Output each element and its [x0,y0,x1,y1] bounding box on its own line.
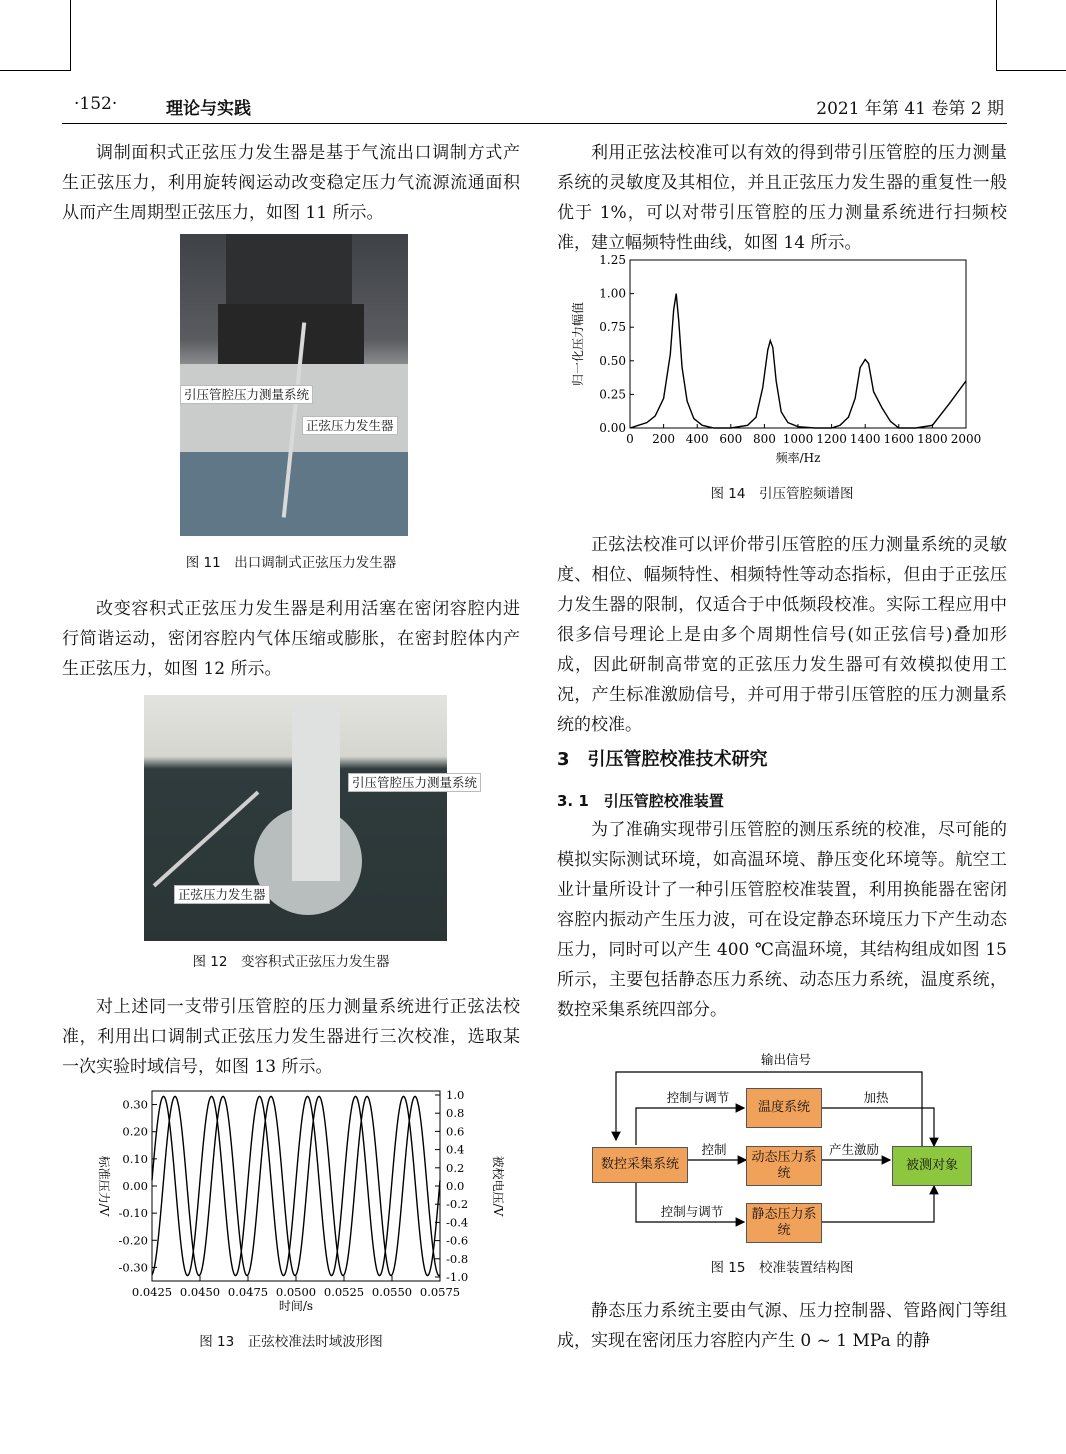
y2-tick-label: -0.2 [446,1197,469,1212]
page-number: ·152· [74,94,118,114]
static-to-object-arrow [822,1186,934,1222]
fig12-label-generator: 正弦压力发生器 [174,885,270,904]
y2-tick-label: 0.8 [446,1106,465,1121]
paragraph-right-2: 正弦法校准可以评价带引压管腔的压力测量系统的灵敏度、相位、幅频特性、相频特性等动态指标，但由于正弦压力发生器的限制，仅适合于中低频段校准。实际工程应用中很多信号理论上是由多个周期性信号(如正弦信号)叠加形成，因此研制高带宽的正弦压力发生器可有效模拟使用工况，产生标准激励信号，并可用于带引压管腔的压力测量系统的校准。 [557,535,1007,735]
x-tick-label: 0.0575 [419,1285,461,1299]
y-tick-label: 0.00 [122,1179,148,1193]
series-group [152,1096,440,1275]
x-tick-label: 0.0500 [275,1285,317,1299]
x-tick-label: 800 [752,432,776,446]
figure-12-photo [144,695,447,941]
y2-tick-label: 0.2 [446,1160,465,1175]
y-tick-label: 0.25 [599,387,626,402]
y-tick-label: -0.10 [118,1206,148,1221]
label-output-signal: 输出信号 [760,1052,812,1067]
x-tick-label: 200 [652,432,676,446]
label-ctrl-adj-top: 控制与调节 [666,1090,730,1105]
figure-13-chart [86,1086,506,1316]
x-tick-label: 0.0425 [131,1285,173,1299]
y2-tick-label: 0.4 [446,1142,465,1157]
y-tick-label: 0.50 [599,353,626,368]
y-tick-label: 0.20 [122,1124,148,1139]
cylinder [292,705,340,881]
y-tick-label: 0.10 [122,1151,148,1166]
y2-tick-label: -0.8 [446,1251,469,1266]
figure-13-caption: 图 13 正弦校准法时域波形图 [199,1334,383,1350]
y2-tick-label: 0.6 [446,1124,465,1139]
figure-11-caption: 图 11 出口调制式正弦压力发生器 [185,555,397,571]
y2-tick-label: -0.6 [446,1233,469,1248]
label-excite: 产生激励 [828,1142,880,1157]
y2-tick-label: -1.0 [446,1270,469,1284]
paragraph-right-4: 静态压力系统主要由气源、压力控制器、管路阀门等组成，实现在密闭压力容腔内产生 0 ~ 1 MPa 的静 [557,1301,1007,1351]
y-tick-label: 1.00 [599,286,626,301]
clamp-block [226,234,352,314]
y-tick-label: -0.30 [118,1260,148,1275]
y-axis-label: 标准压力/V [97,1155,111,1217]
x-tick-label: 600 [719,432,743,446]
paragraph-left-1: 调制面积式正弦压力发生器是基于气流出口调制方式产生正弦压力，利用旋转阀运动改变稳定压力气流源流通面积从而产生周期型正弦压力，如图 11 所示。 [62,143,520,223]
section-3-1-heading: 3. 1 引压管腔校准装置 [557,792,724,810]
block-test-object: 被测对象 [892,1146,972,1186]
y2-tick-label: 0.0 [446,1179,465,1193]
y-axis-label: 归一化压力幅值 [571,301,585,387]
y2-axis-label: 被校电压/V [491,1155,505,1217]
x-tick-label: 0.0450 [179,1285,221,1299]
x-tick-label: 1600 [883,432,915,446]
x-tick-label: 1000 [782,432,814,446]
figure-14-chart [566,252,996,468]
figure-12-caption: 图 12 变容积式正弦压力发生器 [192,954,390,970]
figure-15-caption: 图 15 校准装置结构图 [710,1260,854,1276]
y-tick-label: 0.75 [599,320,626,335]
series-group [630,294,966,428]
axis-ticks [599,253,981,446]
crop-mark-top-left [0,0,71,71]
fig11-label-generator: 正弦压力发生器 [302,416,398,435]
crop-mark-top-right [996,0,1066,71]
x-tick-label: 0.0550 [371,1285,413,1299]
fig12-label-measurement-system: 引压管腔压力测量系统 [348,773,481,792]
figure-14-caption: 图 14 引压管腔频谱图 [710,486,854,502]
paragraph-left-2: 改变容积式正弦压力发生器是利用活塞在密闭容腔内进行简谐运动，密闭容腔内气体压缩或膨胀，在密封腔体内产生正弦压力，如图 12 所示。 [62,599,520,679]
x-tick-label: 0 [626,432,634,446]
label-ctrl: 控制 [701,1142,727,1157]
x-tick-label: 2000 [950,432,982,446]
block-dynamic-pressure-system: 动态压力系统 [746,1146,822,1186]
fig11-label-measurement-system: 引压管腔压力测量系统 [180,385,313,404]
y-tick-label: 0.00 [599,421,626,435]
section-3-heading: 3 引压管腔校准技术研究 [557,749,768,770]
x-tick-label: 1400 [849,432,881,446]
block-static-pressure-system: 静态压力系统 [746,1203,822,1243]
x-tick-label: 1800 [917,432,948,446]
x-axis-label: 时间/s [278,1299,314,1313]
cabinet [180,452,408,536]
paragraph-right-1: 利用正弦法校准可以有效的得到带引压管腔的压力测量系统的灵敏度及其相位，并且正弦压力发生器的重复性一般优于 1%，可以对带引压管腔的压力测量系统进行扫频校准，建立幅频特性曲线，如图 14 所示。 [557,143,1007,253]
label-ctrl-adj-bottom: 控制与调节 [660,1204,724,1219]
heat-arrow [822,1108,934,1146]
block-temperature-system: 温度系统 [746,1088,822,1128]
block-daq-system: 数控采集系统 [592,1147,688,1183]
journal-name: 理论与实践 [166,99,251,119]
x-tick-label: 1200 [816,432,847,446]
x-axis-label: 频率/Hz [775,451,821,465]
paragraph-right-3: 为了准确实现带引压管腔的测压系统的校准，尽可能的模拟实际测试环境，如高温环境、静压变化环境等。航空工业计量所设计了一种引压管腔校准装置，利用换能器在密闭容腔内振动产生压力波，可在设定静态环境压力下产生动态压力，同时可以产生 400 ℃高温环境，其结构组成如图 15 所示，主要包括静态压力系统、动态压力系统，温度系统，数控采集系统四部分。 [557,820,1007,1020]
label-heat: 加热 [863,1090,889,1105]
x-tick-label: 0.0525 [323,1285,365,1299]
y-tick-label: 1.25 [599,253,626,267]
spectrum-line [630,294,966,428]
issue-info: 2021 年第 41 卷第 2 期 [816,99,1004,119]
y-tick-label: 0.30 [122,1097,148,1112]
x-tick-label: 0.0475 [227,1285,269,1299]
ctrl-temp-arrow [636,1108,744,1145]
y2-tick-label: 1.0 [446,1088,465,1102]
y-tick-label: -0.20 [118,1233,148,1248]
paragraph-left-3: 对上述同一支带引压管腔的压力测量系统进行正弦法校准，利用出口调制式正弦压力发生器进行三次校准，选取某一次实验时域信号，如图 13 所示。 [62,997,520,1077]
header-rule [62,123,1007,124]
y2-tick-label: -0.4 [446,1215,469,1230]
pressure-tube [153,791,260,888]
x-tick-label: 400 [685,432,709,446]
